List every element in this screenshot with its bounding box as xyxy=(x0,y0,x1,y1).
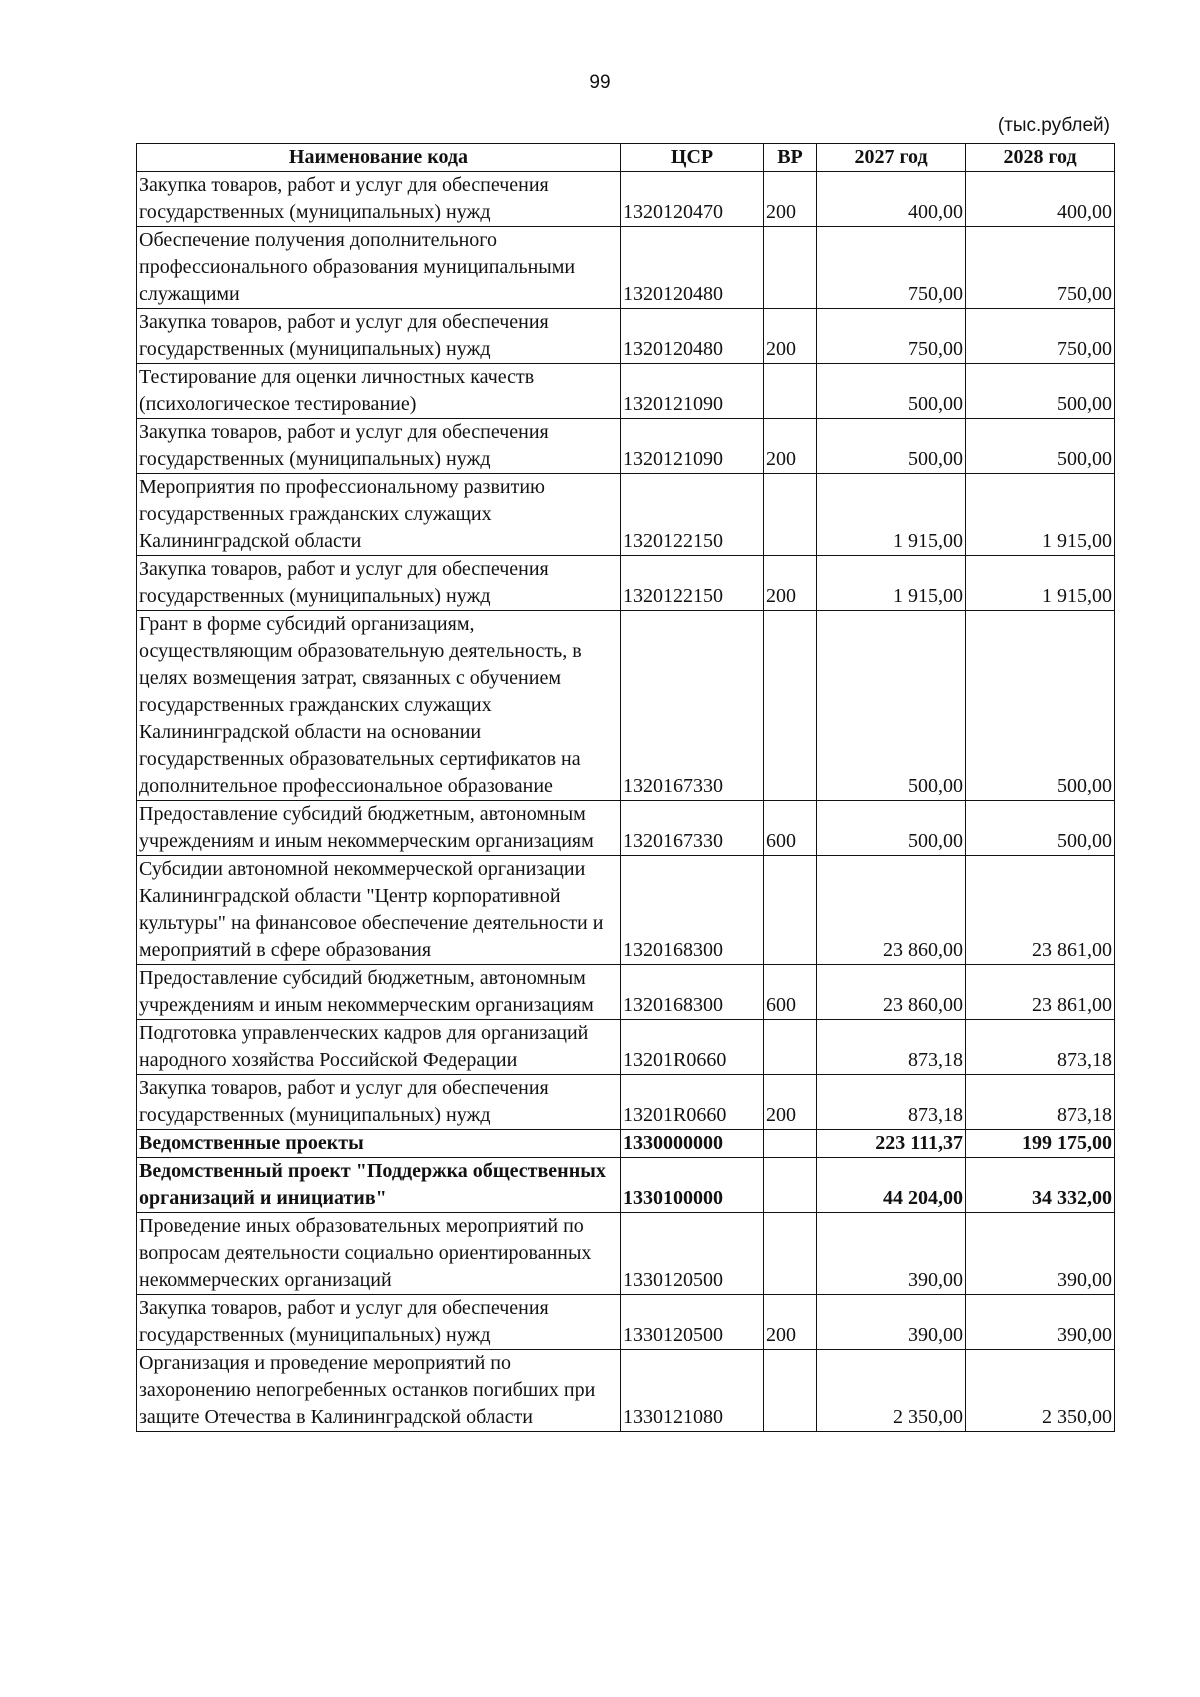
cell-csr: 13201R0660 xyxy=(621,1075,764,1130)
units-label: (тыс.рублей) xyxy=(997,115,1110,136)
cell-vr xyxy=(764,227,817,309)
cell-csr: 1320167330 xyxy=(621,801,764,856)
cell-vr: 200 xyxy=(764,172,817,227)
cell-2028: 500,00 xyxy=(966,611,1115,801)
cell-name: Предоставление субсидий бюджетным, автономным учреждениям и иным некоммерческим организациям xyxy=(137,801,621,856)
table-row xyxy=(137,801,1115,856)
cell-vr xyxy=(764,1020,817,1075)
cell-2027: 23 860,00 xyxy=(817,965,966,1020)
table-row xyxy=(137,965,1115,1020)
cell-vr: 200 xyxy=(764,556,817,611)
cell-2028: 873,18 xyxy=(966,1075,1115,1130)
cell-vr xyxy=(764,1158,817,1213)
cell-name: Ведомственные проекты xyxy=(137,1130,621,1158)
cell-csr: 1320121090 xyxy=(621,364,764,419)
table-row xyxy=(137,1130,1115,1158)
header-csr: ЦСР xyxy=(621,144,764,172)
cell-2027: 390,00 xyxy=(817,1213,966,1295)
cell-2028: 34 332,00 xyxy=(966,1158,1115,1213)
table-row xyxy=(137,364,1115,419)
cell-2028: 750,00 xyxy=(966,309,1115,364)
cell-2027: 500,00 xyxy=(817,611,966,801)
cell-name: Закупка товаров, работ и услуг для обеспечения государственных (муниципальных) нужд xyxy=(137,172,621,227)
header-vr: ВР xyxy=(764,144,817,172)
cell-vr xyxy=(764,856,817,965)
table-row xyxy=(137,309,1115,364)
cell-2028: 1 915,00 xyxy=(966,474,1115,556)
cell-name: Грант в форме субсидий организациям, осуществляющим образовательную деятельность, в целях возмещения затрат, связанных с обучением государственных гражданских служащих Калининградской области на основании государственных образовательных сертификатов на дополнительное профессиональное образование xyxy=(137,611,621,801)
table-row xyxy=(137,227,1115,309)
cell-csr: 1320120480 xyxy=(621,227,764,309)
budget-table xyxy=(136,143,1115,1432)
cell-vr: 200 xyxy=(764,309,817,364)
cell-2027: 750,00 xyxy=(817,227,966,309)
cell-2027: 23 860,00 xyxy=(817,856,966,965)
table-body xyxy=(137,172,1115,1432)
cell-name: Субсидии автономной некоммерческой организации Калининградской области "Центр корпоративной культуры" на финансовое обеспечение деятельности и мероприятий в сфере образования xyxy=(137,856,621,965)
cell-csr: 1320168300 xyxy=(621,965,764,1020)
table-row xyxy=(137,474,1115,556)
cell-name: Предоставление субсидий бюджетным, автономным учреждениям и иным некоммерческим организациям xyxy=(137,965,621,1020)
table-row xyxy=(137,419,1115,474)
cell-csr: 13201R0660 xyxy=(621,1020,764,1075)
cell-2027: 1 915,00 xyxy=(817,474,966,556)
cell-vr: 200 xyxy=(764,1075,817,1130)
table-header-row xyxy=(137,144,1115,172)
cell-2027: 500,00 xyxy=(817,364,966,419)
header-2027: 2027 год xyxy=(817,144,966,172)
cell-vr xyxy=(764,1350,817,1432)
cell-vr xyxy=(764,364,817,419)
cell-vr xyxy=(764,1213,817,1295)
table-row xyxy=(137,1213,1115,1295)
cell-vr: 600 xyxy=(764,965,817,1020)
cell-vr xyxy=(764,1130,817,1158)
cell-2027: 873,18 xyxy=(817,1020,966,1075)
cell-name: Закупка товаров, работ и услуг для обеспечения государственных (муниципальных) нужд xyxy=(137,309,621,364)
table-row xyxy=(137,1020,1115,1075)
cell-name: Закупка товаров, работ и услуг для обеспечения государственных (муниципальных) нужд xyxy=(137,1295,621,1350)
cell-2028: 1 915,00 xyxy=(966,556,1115,611)
cell-csr: 1330120500 xyxy=(621,1213,764,1295)
cell-name: Подготовка управленческих кадров для организаций народного хозяйства Российской Федерации xyxy=(137,1020,621,1075)
cell-name: Ведомственный проект "Поддержка общественных организаций и инициатив" xyxy=(137,1158,621,1213)
header-name: Наименование кода xyxy=(137,144,621,172)
cell-2028: 2 350,00 xyxy=(966,1350,1115,1432)
cell-csr: 1330120500 xyxy=(621,1295,764,1350)
cell-name: Закупка товаров, работ и услуг для обеспечения государственных (муниципальных) нужд xyxy=(137,419,621,474)
cell-2028: 23 861,00 xyxy=(966,856,1115,965)
cell-2027: 750,00 xyxy=(817,309,966,364)
cell-name: Закупка товаров, работ и услуг для обеспечения государственных (муниципальных) нужд xyxy=(137,1075,621,1130)
cell-2028: 873,18 xyxy=(966,1020,1115,1075)
header-2028: 2028 год xyxy=(966,144,1115,172)
cell-vr: 200 xyxy=(764,419,817,474)
cell-2027: 873,18 xyxy=(817,1075,966,1130)
table-row xyxy=(137,556,1115,611)
cell-2028: 390,00 xyxy=(966,1213,1115,1295)
cell-vr: 600 xyxy=(764,801,817,856)
cell-2027: 500,00 xyxy=(817,419,966,474)
cell-2028: 500,00 xyxy=(966,801,1115,856)
table-row xyxy=(137,172,1115,227)
cell-csr: 1320122150 xyxy=(621,474,764,556)
cell-2027: 223 111,37 xyxy=(817,1130,966,1158)
cell-csr: 1320122150 xyxy=(621,556,764,611)
cell-name: Проведение иных образовательных мероприятий по вопросам деятельности социально ориентированных некоммерческих организаций xyxy=(137,1213,621,1295)
cell-vr xyxy=(764,474,817,556)
cell-name: Тестирование для оценки личностных качеств (психологическое тестирование) xyxy=(137,364,621,419)
table-row xyxy=(137,1350,1115,1432)
cell-2028: 390,00 xyxy=(966,1295,1115,1350)
cell-csr: 1320167330 xyxy=(621,611,764,801)
cell-2028: 500,00 xyxy=(966,364,1115,419)
cell-csr: 1330100000 xyxy=(621,1158,764,1213)
cell-2028: 23 861,00 xyxy=(966,965,1115,1020)
cell-csr: 1330000000 xyxy=(621,1130,764,1158)
cell-2027: 390,00 xyxy=(817,1295,966,1350)
cell-2028: 199 175,00 xyxy=(966,1130,1115,1158)
table-row xyxy=(137,856,1115,965)
cell-csr: 1320120480 xyxy=(621,309,764,364)
cell-vr: 200 xyxy=(764,1295,817,1350)
cell-name: Закупка товаров, работ и услуг для обеспечения государственных (муниципальных) нужд xyxy=(137,556,621,611)
cell-csr: 1320120470 xyxy=(621,172,764,227)
cell-2028: 400,00 xyxy=(966,172,1115,227)
cell-name: Обеспечение получения дополнительного профессионального образования муниципальными служащими xyxy=(137,227,621,309)
cell-vr xyxy=(764,611,817,801)
cell-name: Мероприятия по профессиональному развитию государственных гражданских служащих Калининградской области xyxy=(137,474,621,556)
table-row xyxy=(137,1158,1115,1213)
cell-2027: 500,00 xyxy=(817,801,966,856)
page-number: 99 xyxy=(589,72,611,93)
cell-csr: 1330121080 xyxy=(621,1350,764,1432)
table-row xyxy=(137,611,1115,801)
cell-2027: 400,00 xyxy=(817,172,966,227)
cell-2028: 750,00 xyxy=(966,227,1115,309)
cell-csr: 1320121090 xyxy=(621,419,764,474)
cell-2028: 500,00 xyxy=(966,419,1115,474)
cell-name: Организация и проведение мероприятий по захоронению непогребенных останков погибших при защите Отечества в Калининградской области xyxy=(137,1350,621,1432)
table-row xyxy=(137,1295,1115,1350)
table-row xyxy=(137,1075,1115,1130)
cell-2027: 2 350,00 xyxy=(817,1350,966,1432)
cell-2027: 44 204,00 xyxy=(817,1158,966,1213)
cell-2027: 1 915,00 xyxy=(817,556,966,611)
cell-csr: 1320168300 xyxy=(621,856,764,965)
